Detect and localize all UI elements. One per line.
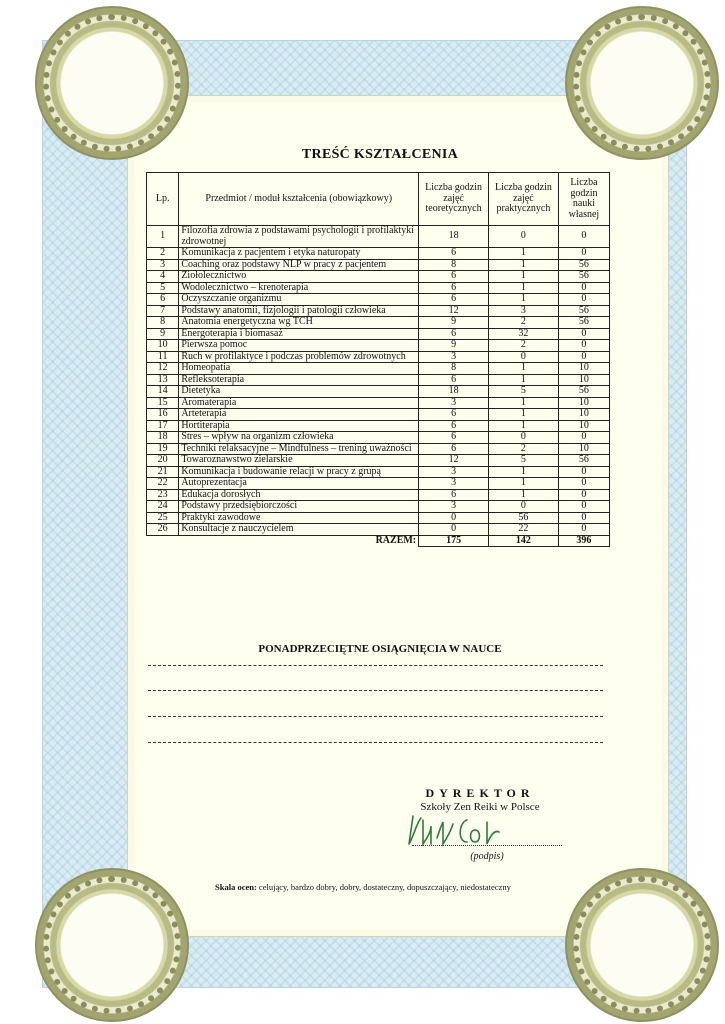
row-practice-hours: 5: [489, 455, 559, 467]
row-theory-hours: 6: [419, 374, 489, 386]
row-self-study-hours: 0: [558, 351, 609, 363]
row-number: 14: [147, 386, 179, 398]
row-theory-hours: 3: [419, 466, 489, 478]
row-self-study-hours: 56: [558, 259, 609, 271]
row-number: 24: [147, 501, 179, 513]
grading-scale-label: Skala ocen:: [215, 882, 257, 892]
row-self-study-hours: 56: [558, 305, 609, 317]
row-theory-hours: 0: [419, 524, 489, 536]
table-row: [147, 512, 610, 524]
table-row: [147, 248, 610, 260]
row-subject: Autoprezentacja: [179, 478, 419, 490]
row-self-study-hours: 10: [558, 397, 609, 409]
row-subject: Ziołolecznictwo: [179, 271, 419, 283]
curriculum-table: [146, 172, 610, 547]
row-subject: Refleksoterapia: [179, 374, 419, 386]
achievement-line: [148, 716, 603, 717]
row-practice-hours: 1: [489, 294, 559, 306]
table-row: [147, 226, 610, 248]
row-theory-hours: 9: [419, 317, 489, 329]
row-number: 25: [147, 512, 179, 524]
row-practice-hours: 5: [489, 386, 559, 398]
row-theory-hours: 0: [419, 512, 489, 524]
row-subject: Arteterapia: [179, 409, 419, 421]
table-row: [147, 501, 610, 513]
row-theory-hours: 6: [419, 420, 489, 432]
row-number: 16: [147, 409, 179, 421]
total-label: RAZEM:: [179, 535, 419, 547]
row-theory-hours: 6: [419, 432, 489, 444]
grading-scale-values: celujący, bardzo dobry, dobry, dostateczny, dopuszczający, niedostateczny: [258, 882, 511, 892]
row-practice-hours: 0: [489, 351, 559, 363]
row-theory-hours: 6: [419, 294, 489, 306]
row-practice-hours: 0: [489, 226, 559, 248]
signature-label: (podpis): [470, 851, 504, 862]
row-subject: Homeopatia: [179, 363, 419, 375]
row-subject: Hortiterapia: [179, 420, 419, 432]
row-self-study-hours: 0: [558, 512, 609, 524]
table-row: [147, 478, 610, 490]
row-theory-hours: 18: [419, 386, 489, 398]
table-row: [147, 271, 610, 283]
row-subject: Podstawy anatomii, fizjologii i patologii człowieka: [179, 305, 419, 317]
row-number: 20: [147, 455, 179, 467]
total-practice: 142: [489, 535, 559, 547]
row-subject: Praktyki zawodowe: [179, 512, 419, 524]
row-practice-hours: 1: [489, 271, 559, 283]
header-practice-hours: Liczba godzin zajęć praktycznych: [489, 173, 559, 226]
header-theory-hours: Liczba godzin zajęć teoretycznych: [419, 173, 489, 226]
row-theory-hours: 3: [419, 351, 489, 363]
row-subject: Podstawy przedsiębiorczości: [179, 501, 419, 513]
table-row: [147, 409, 610, 421]
total-theory: 175: [419, 535, 489, 547]
table-row: [147, 489, 610, 501]
row-number: 19: [147, 443, 179, 455]
row-practice-hours: 1: [489, 478, 559, 490]
row-subject: Dietetyka: [179, 386, 419, 398]
row-subject: Stres – wpływ na organizm człowieka: [179, 432, 419, 444]
row-practice-hours: 0: [489, 432, 559, 444]
corner-medallion-top-left: [35, 6, 189, 160]
director-title: DYREKTOR: [425, 786, 535, 800]
row-number: 2: [147, 248, 179, 260]
row-practice-hours: 1: [489, 466, 559, 478]
row-self-study-hours: 56: [558, 317, 609, 329]
row-self-study-hours: 0: [558, 282, 609, 294]
row-theory-hours: 12: [419, 305, 489, 317]
header-self-study-hours: Liczba godzin nauki własnej: [558, 173, 609, 226]
row-subject: Filozofia zdrowia z podstawami psychologii i profilaktyki zdrowotnej: [179, 226, 419, 248]
table-row: [147, 374, 610, 386]
row-subject: Coaching oraz podstawy NLP w pracy z pacjentem: [179, 259, 419, 271]
achievements-title: PONADPRZECIĘTNE OSIĄGNIĘCIA W NAUCE: [258, 643, 502, 655]
table-row: [147, 305, 610, 317]
row-subject: Wodolecznictwo – krenoterapia: [179, 282, 419, 294]
row-self-study-hours: 10: [558, 363, 609, 375]
row-number: 11: [147, 351, 179, 363]
row-subject: Ruch w profilaktyce i podczas problemów zdrowotnych: [179, 351, 419, 363]
row-number: 17: [147, 420, 179, 432]
row-practice-hours: 3: [489, 305, 559, 317]
row-theory-hours: 3: [419, 501, 489, 513]
total-row: [147, 535, 610, 547]
row-self-study-hours: 0: [558, 489, 609, 501]
row-theory-hours: 8: [419, 363, 489, 375]
table-row: [147, 351, 610, 363]
row-practice-hours: 1: [489, 409, 559, 421]
row-self-study-hours: 56: [558, 386, 609, 398]
row-practice-hours: 1: [489, 397, 559, 409]
row-number: 4: [147, 271, 179, 283]
row-subject: Komunikacja z pacjentem i etyka naturopaty: [179, 248, 419, 260]
row-practice-hours: 1: [489, 420, 559, 432]
row-theory-hours: 12: [419, 455, 489, 467]
row-self-study-hours: 56: [558, 271, 609, 283]
row-subject: Techniki relaksacyjne – Mindfulness – trening uważności: [179, 443, 419, 455]
row-self-study-hours: 56: [558, 455, 609, 467]
row-practice-hours: 22: [489, 524, 559, 536]
handwritten-signature: [405, 808, 575, 850]
grading-scale: [215, 882, 595, 892]
achievement-line: [148, 742, 603, 743]
table-row: [147, 455, 610, 467]
row-practice-hours: 1: [489, 374, 559, 386]
row-self-study-hours: 0: [558, 478, 609, 490]
row-number: 22: [147, 478, 179, 490]
signature-line: [412, 845, 562, 846]
school-name: Szkoły Zen Reiki w Polsce: [420, 801, 540, 813]
row-theory-hours: 6: [419, 282, 489, 294]
row-practice-hours: 1: [489, 259, 559, 271]
row-theory-hours: 6: [419, 248, 489, 260]
header-lp: Lp.: [147, 173, 179, 226]
row-practice-hours: 56: [489, 512, 559, 524]
table-header-row: [147, 173, 610, 226]
row-self-study-hours: 0: [558, 340, 609, 352]
table-row: [147, 294, 610, 306]
row-theory-hours: 6: [419, 443, 489, 455]
row-number: 1: [147, 226, 179, 248]
row-self-study-hours: 0: [558, 501, 609, 513]
row-theory-hours: 18: [419, 226, 489, 248]
corner-medallion-top-right: [565, 6, 719, 160]
row-subject: Aromaterapia: [179, 397, 419, 409]
table-row: [147, 328, 610, 340]
row-practice-hours: 0: [489, 501, 559, 513]
row-practice-hours: 32: [489, 328, 559, 340]
row-subject: Oczyszczanie organizmu: [179, 294, 419, 306]
row-theory-hours: 6: [419, 409, 489, 421]
row-subject: Anatomia energetyczna wg TCH: [179, 317, 419, 329]
row-number: 13: [147, 374, 179, 386]
row-subject: Edukacja dorosłych: [179, 489, 419, 501]
achievement-line: [148, 665, 603, 666]
row-self-study-hours: 0: [558, 328, 609, 340]
row-theory-hours: 8: [419, 259, 489, 271]
row-number: 5: [147, 282, 179, 294]
table-row: [147, 420, 610, 432]
table-row: [147, 524, 610, 536]
row-number: 8: [147, 317, 179, 329]
row-self-study-hours: 10: [558, 420, 609, 432]
row-number: 18: [147, 432, 179, 444]
table-row: [147, 443, 610, 455]
row-theory-hours: 9: [419, 340, 489, 352]
row-subject: Konsultacje z nauczycielem: [179, 524, 419, 536]
achievement-line: [148, 690, 603, 691]
row-number: 12: [147, 363, 179, 375]
row-practice-hours: 1: [489, 282, 559, 294]
row-theory-hours: 6: [419, 489, 489, 501]
row-subject: Komunikacja i budowanie relacji w pracy z grupą: [179, 466, 419, 478]
corner-medallion-bottom-left: [35, 868, 189, 1022]
table-row: [147, 386, 610, 398]
table-row: [147, 363, 610, 375]
row-number: 10: [147, 340, 179, 352]
total-self-study: 396: [558, 535, 609, 547]
row-subject: Towaroznawstwo zielarskie: [179, 455, 419, 467]
row-theory-hours: 6: [419, 328, 489, 340]
row-theory-hours: 6: [419, 271, 489, 283]
table-row: [147, 317, 610, 329]
header-subject: Przedmiot / moduł kształcenia (obowiązkowy): [179, 173, 419, 226]
row-self-study-hours: 0: [558, 524, 609, 536]
row-self-study-hours: 0: [558, 432, 609, 444]
row-self-study-hours: 0: [558, 226, 609, 248]
table-row: [147, 397, 610, 409]
row-number: 23: [147, 489, 179, 501]
row-subject: Energoterapia i biomasaż: [179, 328, 419, 340]
row-theory-hours: 3: [419, 397, 489, 409]
row-subject: Pierwsza pomoc: [179, 340, 419, 352]
row-theory-hours: 3: [419, 478, 489, 490]
table-row: [147, 282, 610, 294]
table-row: [147, 340, 610, 352]
row-number: 6: [147, 294, 179, 306]
row-practice-hours: 1: [489, 363, 559, 375]
row-self-study-hours: 10: [558, 409, 609, 421]
document-title: TREŚĆ KSZTAŁCENIA: [301, 147, 459, 162]
row-practice-hours: 2: [489, 317, 559, 329]
row-number: 7: [147, 305, 179, 317]
row-practice-hours: 1: [489, 248, 559, 260]
row-number: 15: [147, 397, 179, 409]
row-number: 26: [147, 524, 179, 536]
table-row: [147, 259, 610, 271]
row-number: 3: [147, 259, 179, 271]
table-row: [147, 432, 610, 444]
row-number: 21: [147, 466, 179, 478]
row-practice-hours: 2: [489, 340, 559, 352]
row-self-study-hours: 10: [558, 443, 609, 455]
row-practice-hours: 1: [489, 489, 559, 501]
table-row: [147, 466, 610, 478]
row-self-study-hours: 10: [558, 374, 609, 386]
row-self-study-hours: 0: [558, 466, 609, 478]
row-number: 9: [147, 328, 179, 340]
row-self-study-hours: 0: [558, 294, 609, 306]
row-self-study-hours: 0: [558, 248, 609, 260]
row-practice-hours: 2: [489, 443, 559, 455]
